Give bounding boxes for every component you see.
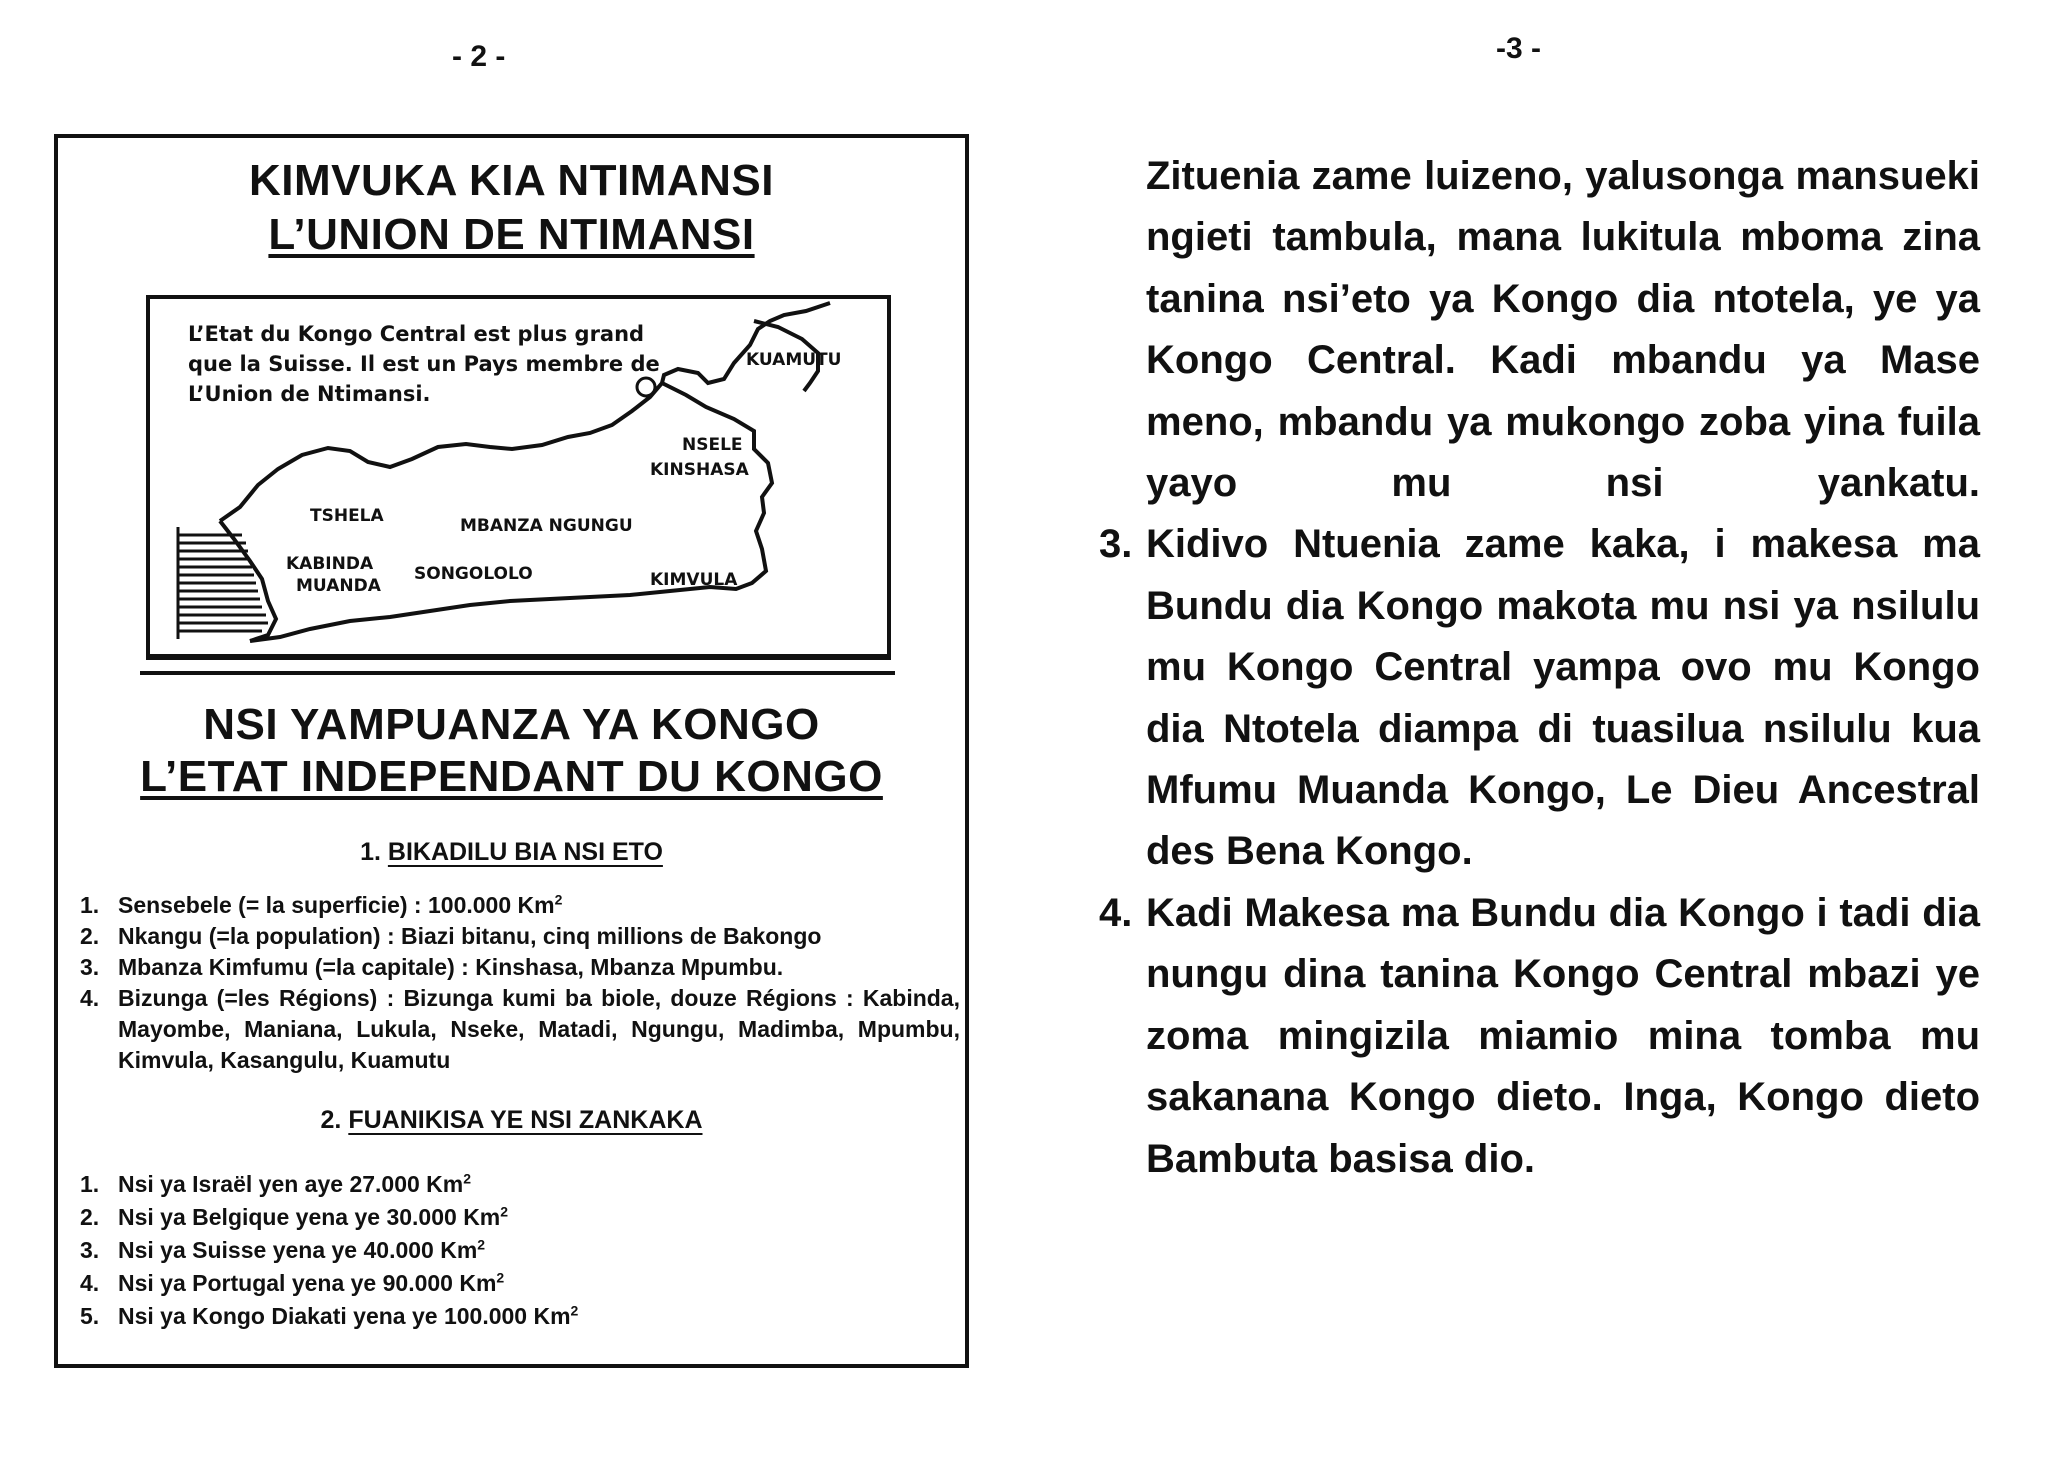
- sub1-title: BIKADILU BIA NSI ETO: [387, 838, 663, 866]
- section-subtitle: L’ETAT INDEPENDANT DU KONGO: [140, 752, 883, 801]
- section-divider: [140, 671, 895, 675]
- right-page-text: [1100, 146, 1980, 1190]
- list-item: 3. Nsi ya Suisse yena ye 40.000 Km$^2$: [80, 1236, 486, 1263]
- sub2-number: 2.: [320, 1106, 342, 1134]
- map-label-kabinda: KABINDA: [286, 554, 374, 574]
- list-item: 5. Nsi ya Kongo Diakati yena ye 100.000 Km$^2$: [80, 1302, 579, 1329]
- sub1-number: 1.: [360, 838, 381, 866]
- map-label-tshela: TSHELA: [310, 506, 384, 526]
- comparison-list: [80, 1168, 940, 1333]
- map-label-kimvula: KIMVULA: [650, 570, 738, 590]
- map-caption: L’Etat du Kongo Central est plus grand que la Suisse. Il est un Pays membre de L’Union de Ntimansi.: [188, 322, 660, 406]
- map-label-kuamutu: KUAMUTU: [746, 350, 842, 370]
- list-item: 2. Nsi ya Belgique yena ye 30.000 Km$^2$: [80, 1203, 509, 1230]
- item-3: 3. Kidivo Ntuenia zame kaka, i makesa ma Bundu dia Kongo makota mu nsi ya nsilulu mu Kongo Central yampa ovo mu Kongo dia Ntotela diampa di tuasilua nsilulu kua Mfumu Muanda Kongo, Le Dieu Ancestral des Bena Kongo.: [1099, 522, 1980, 874]
- list-item: 3. Mbanza Kimfumu (=la capitale) : Kinshasa, Mbanza Mpumbu.: [80, 954, 784, 980]
- page-number-right: -3 -: [1496, 32, 1541, 65]
- list-item: 1. Nsi ya Israël yen aye 27.000 Km$^2$: [80, 1170, 472, 1197]
- map-label-songololo: SONGOLOLO: [414, 564, 533, 584]
- map-label-nsele: NSELE: [682, 435, 743, 455]
- page-number-left: - 2 -: [452, 40, 506, 73]
- union-title: KIMVUKA KIA NTIMANSI: [249, 156, 774, 205]
- list-item: 1. Sensebele (= la superficie) : 100.000 Km$^2$: [80, 891, 563, 918]
- map-label-kinshasa: KINSHASA: [650, 460, 749, 480]
- left-page-frame: [54, 134, 969, 1368]
- paragraph-1: Zituenia zame luizeno, yalusonga mansueki ngieti tambula, mana lukitula mboma zina tanina nsi’eto ya Kongo dia ntotela, ye ya Kongo Central. Kadi mbandu ya Mase meno, mbandu ya mukongo zoba yina fuila yayo mu nsi yankatu.: [1146, 154, 1980, 506]
- characteristics-list: [80, 890, 960, 1076]
- union-subtitle: L’UNION DE NTIMANSI: [268, 210, 755, 259]
- list-item: 4. Nsi ya Portugal yena ye 90.000 Km$^2$: [80, 1269, 505, 1296]
- item-4: 4. Kadi Makesa ma Bundu dia Kongo i tadi dia nungu dina tanina Kongo Central mbazi ye zoma mingizila miamio mina tomba mu sakanana Kongo dieto. Inga, Kongo dieto Bambuta basisa dio.: [1099, 890, 1980, 1181]
- sub2-title: FUANIKISA YE NSI ZANKAKA: [348, 1106, 703, 1134]
- list-item: 2. Nkangu (=la population) : Biazi bitanu, cinq millions de Bakongo: [80, 923, 822, 949]
- map-label-muanda: MUANDA: [296, 576, 381, 596]
- map-frame: [146, 295, 891, 660]
- section-title: NSI YAMPUANZA YA KONGO: [203, 700, 820, 749]
- map-label-mbanza-ngungu: MBANZA NGUNGU: [460, 516, 633, 536]
- list-item: 4. Bizunga (=les Régions) : Bizunga kumi ba biole, douze Régions : Kabinda, Mayombe, Maniana, Lukula, Nseke, Matadi, Ngungu, Madimba, Mpumbu, Kimvula, Kasangulu, Kuamutu: [80, 985, 960, 1073]
